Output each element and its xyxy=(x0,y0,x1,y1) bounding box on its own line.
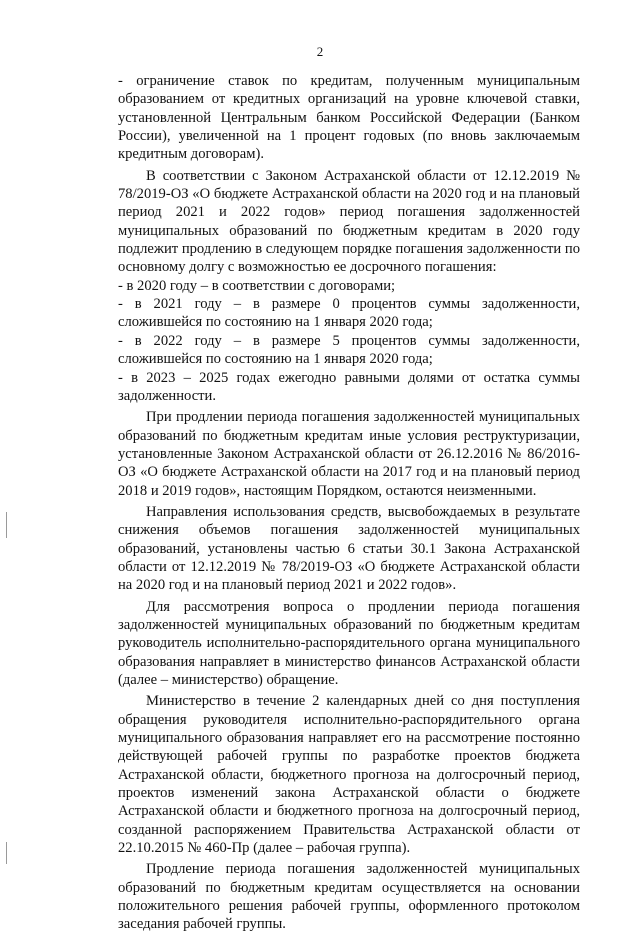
paragraph-restructuring-conditions: При продлении периода погашения задолженностей муниципальных образований по бюджетным кредитам иные условия реструктуризации, установленные Законом Астраханской области от 26.12.2016 № 86/2016-ОЗ «О бюджете Астраханской области на 2017 год и на плановый период 2018 и 2019 годов», настоящим Порядком, остаются неизменными. xyxy=(118,409,580,499)
list-item-2021: - в 2021 году – в размере 0 процентов суммы задолженности, сложившейся по состоянию на 1 января 2020 года; xyxy=(118,296,580,331)
document-body xyxy=(118,72,580,934)
paragraph-working-group: Министерство в течение 2 календарных дней со дня поступления обращения руководителя исполнительно-распорядительного органа муниципального образования направляет его на рассмотрение постоянно действующей рабочей группы по разработке проектов бюджета Астраханской области, бюджетного прогноза на долгосрочный период, проектов изменений закона Астраханской области о бюджете Астраханской области и бюджетного прогноза на долгосрочный период, созданной распоряжением Правительства Астраханской области от 22.10.2015 № 460-Пр (далее – рабочая группа). xyxy=(118,693,580,857)
list-item-2022: - в 2022 году – в размере 5 процентов суммы задолженности, сложившейся по состоянию на 1 января 2020 года; xyxy=(118,332,580,368)
list-item-2020: - в 2020 году – в соответствии с договорами; xyxy=(118,277,396,294)
scan-edge-mark xyxy=(6,512,7,538)
paragraph-decision: Продление периода погашения задолженностей муниципальных образований по бюджетным кредитам осуществляется на основании положительного решения рабочей группы, оформленного протоколом заседания рабочей группы. xyxy=(118,861,580,933)
scan-edge-mark xyxy=(6,842,7,864)
page-number: 2 xyxy=(316,44,324,59)
paragraph-rate-limit: - ограничение ставок по кредитам, полученным муниципальным образованием от кредитных организаций на уровне ключевой ставки, установленной Центральным банком Российской Федерации (Банком России), увеличенной на 1 процент годовых (по вновь заключаемым кредитным договорам). xyxy=(118,73,580,163)
paragraph-application: Для рассмотрения вопроса о продлении периода погашения задолженностей муниципальных образований по бюджетным кредитам руководитель исполнительно-распорядительного органа муниципального образования направляет в министерство финансов Астраханской области (далее – министерство) обращение. xyxy=(118,598,580,688)
paragraph-funds-usage: Направления использования средств, высвобождаемых в результате снижения объемов погашения задолженностей муниципальных образований, установлены частью 6 статьи 30.1 Закона Астраханской области от 12.12.2019 № 78/2019-ОЗ «О бюджете Астраханской области на 2020 год и на плановый период 2021 и 2022 годов». xyxy=(118,503,580,594)
paragraph-law-reference: В соответствии с Законом Астраханской области от 12.12.2019 № 78/2019-ОЗ «О бюджете Астраханской области на 2020 год и на плановый период 2021 и 2022 годов» период погашения задолженностей муниципальных образований по бюджетным кредитам в 2020 году подлежит продлению в следующем порядке погашения задолженности по основному долгу с возможностью ее досрочного погашения: xyxy=(118,167,580,276)
list-item-2023-2025: - в 2023 – 2025 годах ежегодно равными долями от остатка суммы задолженности. xyxy=(118,369,580,404)
